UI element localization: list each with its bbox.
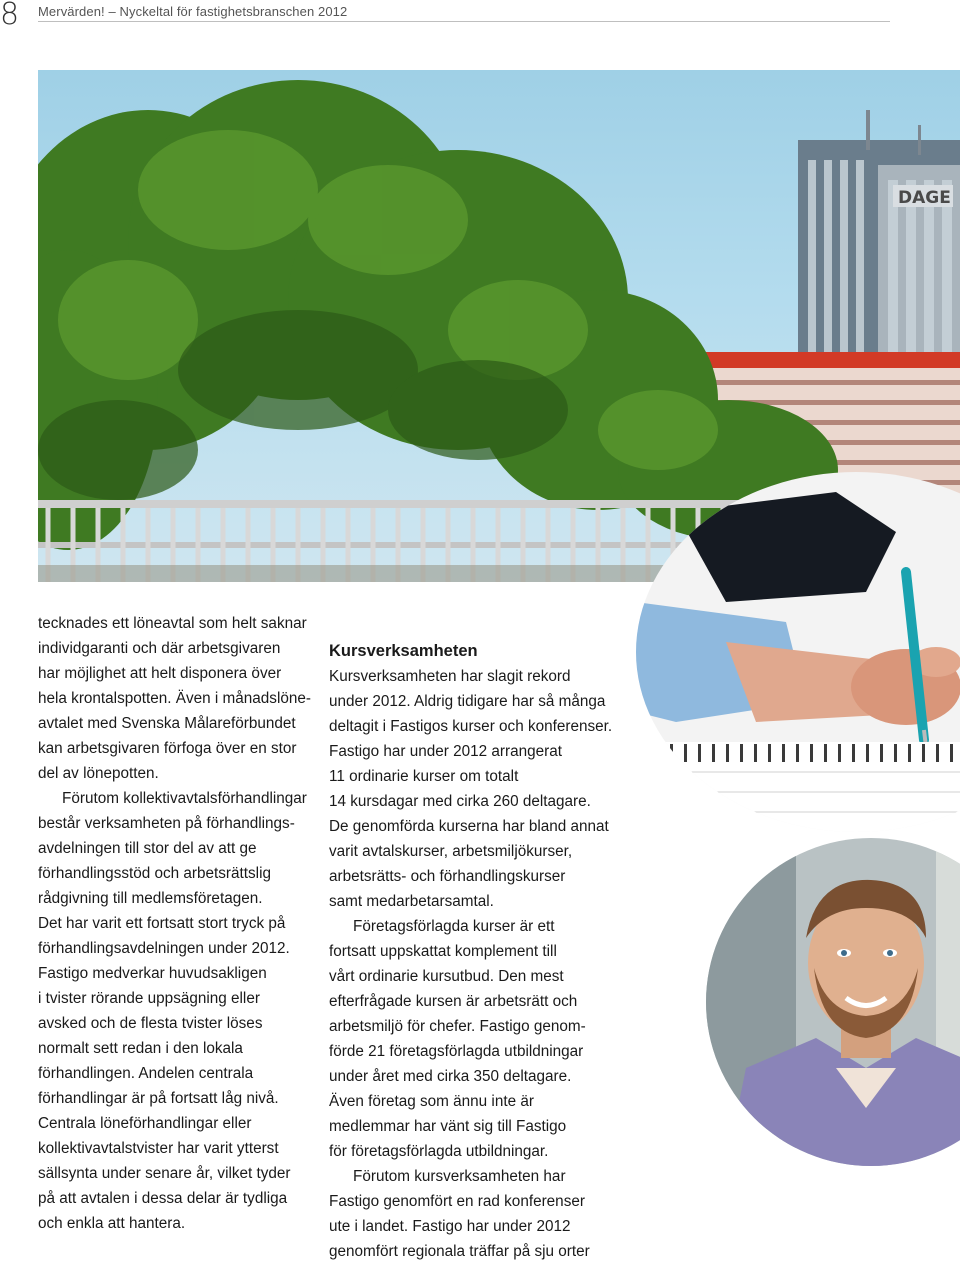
- portrait-photo-illustration: [706, 838, 960, 1166]
- section-heading: Kursverksamheten: [329, 642, 478, 660]
- left-paragraph-2: Förutom kollektivavtalsförhandlingar består verksamheten på förhandlings- avdelningen till stor del av att ge förhandlingsstöd och arbetsrättslig rådgivning till medlemsföretagen. Det har varit ett fortsatt stort tryck på förhandlingsavdelningen under 2012. Fastigo medverkar huvudsakligen i tvister rörande uppsägning eller avsked och de flesta tvister löses normalt sett redan i den lokala förhandlingen. Andelen centrala förhandlingar är på fortsatt låg nivå. Centrala löneförhandlingar eller kollektivavtalstvister har varit ytterst sällsynta under senare år, vilket tyder på att avtalen i dessa delar är tydliga och enkla att hantera.: [38, 790, 307, 1232]
- header-divider: [38, 21, 890, 22]
- right-paragraph-3: Förutom kursverksamheten har Fastigo genomfört en rad konferenser ute i landet. Fastigo har under 2012 genomfört regionala träffar på sju orter: [329, 1168, 590, 1260]
- left-paragraph-1: tecknades ett löneavtal som helt saknar individgaranti och där arbetsgivaren har möjlighet att helt disponera över hela krontalspotten. Även i månadslöne- avtalet med Svenska Målareförbundet kan arbetsgivaren förfoga över en stor del av lönepotten.: [38, 615, 311, 782]
- running-title: Mervärden! – Nyckeltal för fastighetsbranschen 2012: [38, 4, 348, 19]
- left-text-column: [38, 611, 328, 1236]
- page-number: 8: [0, 0, 20, 32]
- right-paragraph-2: Företagsförlagda kurser är ett fortsatt uppskattat komplement till vårt ordinarie kursutbud. Den mest efterfrågade kursen är arbetsrätt och arbetsmiljö för chefer. Fastigo genom- förde 21 företagsförlagda utbildningar under året med cirka 350 deltagare. Även företag som ännu inte är medlemmar har vänt sig till Fastigo för företagsförlagda utbildningar.: [329, 918, 586, 1160]
- svg-text:DAGE: DAGE: [898, 188, 951, 208]
- right-text-column: [329, 638, 619, 1264]
- right-paragraph-1: Kursverksamheten har slagit rekord under 2012. Aldrig tidigare har så många deltagit i Fastigos kurser och konferenser. Fastigo har under 2012 arrangerat 11 ordinarie kurser om totalt 14 kursdagar med cirka 260 deltagare. De genomförda kurserna har bland annat varit avtalskurser, arbetsmiljökurser, arbetsrätts- och förhandlingskurser samt medarbetarsamtal.: [329, 668, 613, 910]
- portrait-photo: [706, 838, 960, 1166]
